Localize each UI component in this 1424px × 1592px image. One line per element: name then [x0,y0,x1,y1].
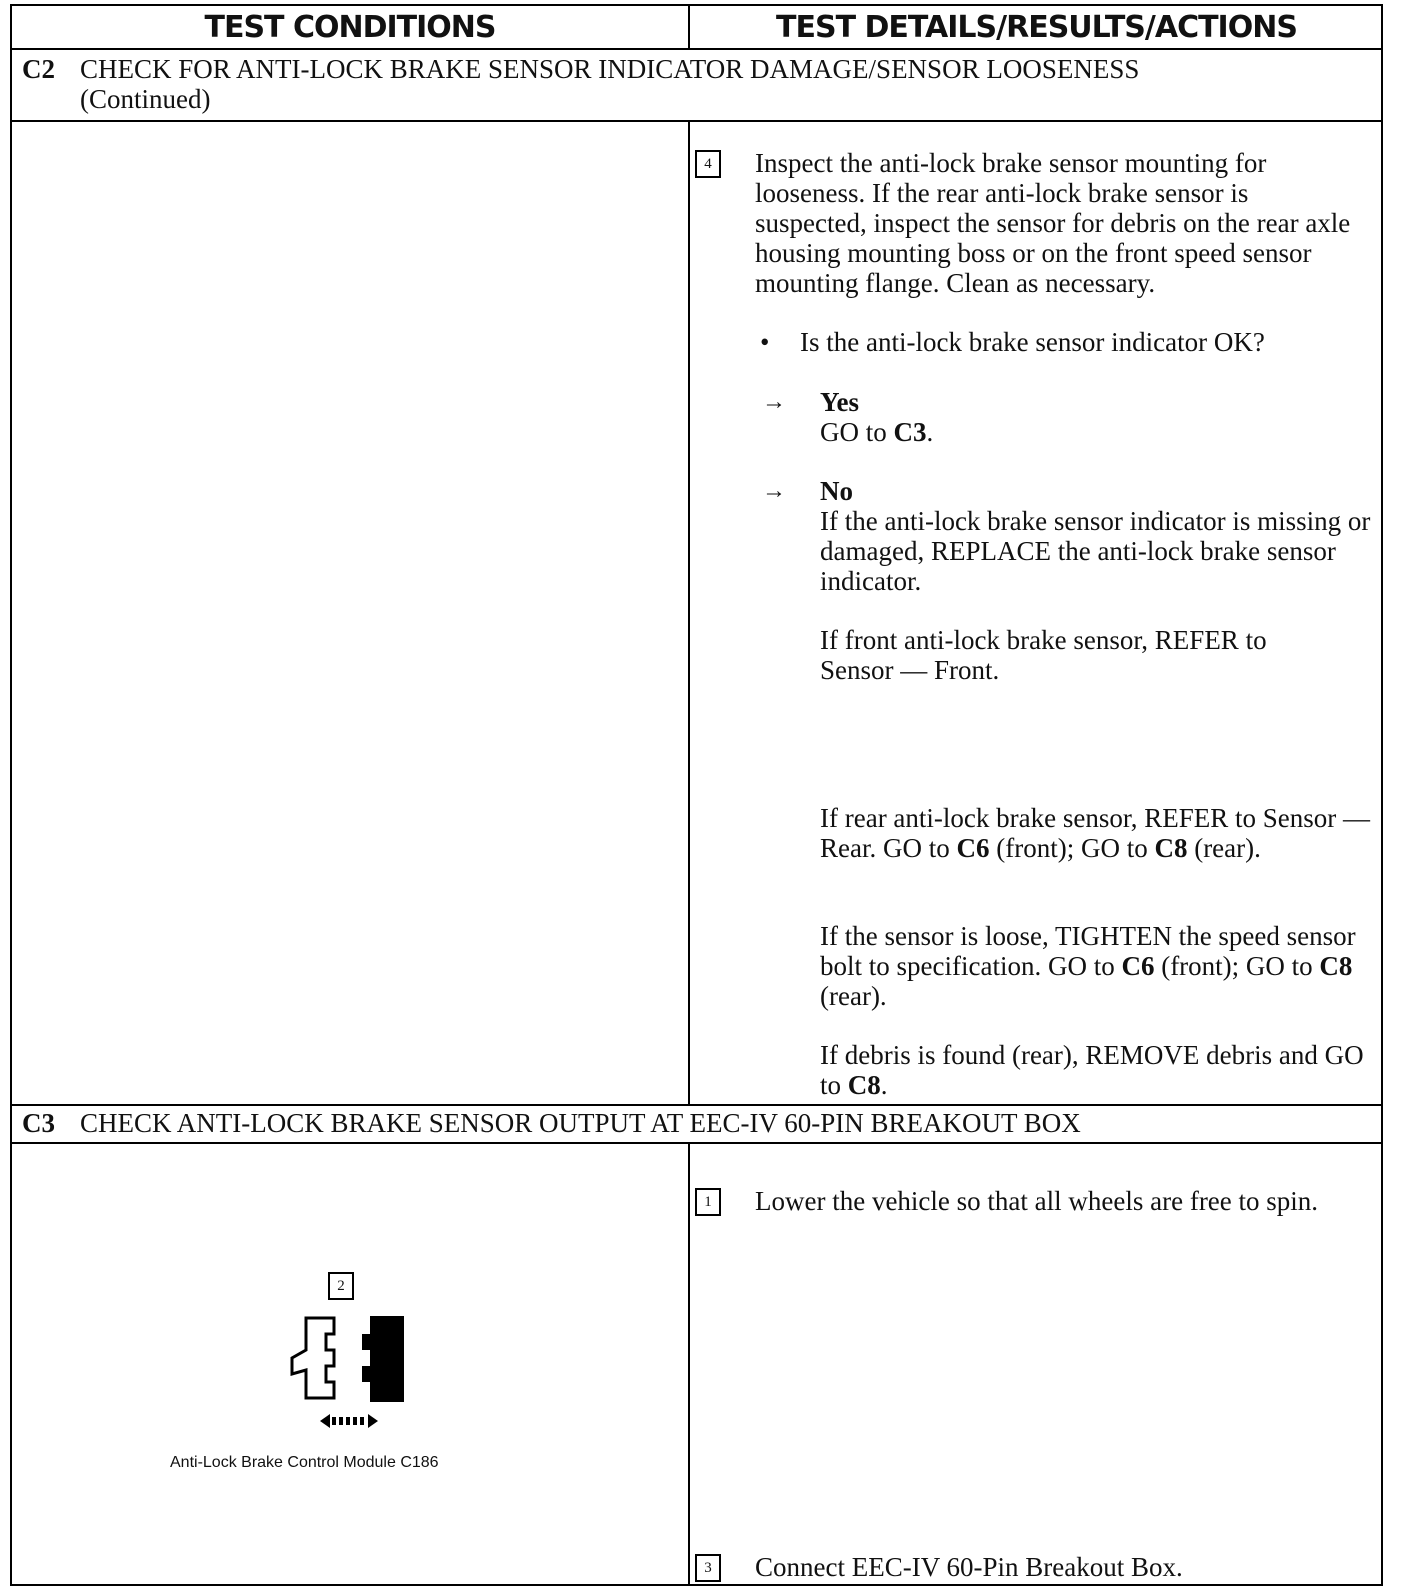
c3-step-1 [695,1186,1375,1216]
c2-column-divider [688,120,690,1104]
step-number-box: 3 [695,1554,721,1582]
c2-no-para-4: If the sensor is loose, TIGHTEN the speed sensor bolt to specification. GO to C6 (front); GO to C8 (rear). [820,921,1356,1011]
yes-label: Yes [820,387,859,417]
c2-step-4-text: Inspect the anti-lock brake sensor mounting for looseness. If the rear anti-lock brake sensor is suspected, inspect the sensor for debris on the rear axle housing mounting boss or on the front speed sensor mounting flange. Clean as necessary. [755,148,1351,298]
c2-step-4 [695,148,1375,298]
section-c2-title [22,54,1139,114]
bullet-icon: • [760,327,770,357]
no-label: No [820,476,853,506]
connector-left-icon [292,1318,334,1398]
c2-no-para-2: If front anti-lock brake sensor, REFER to Sensor — Front. [820,625,1267,685]
header-test-details: TEST DETAILS/RESULTS/ACTIONS [776,9,1297,45]
section-c3-id: C3 [22,1108,55,1138]
test-table [10,4,1383,1586]
header-rule [12,48,1381,50]
c3-title-rule [12,1142,1381,1144]
c3-step-3 [695,1552,1375,1582]
c2-question-text: Is the anti-lock brake sensor indicator OK? [800,327,1265,357]
c2-no-para-1: If the anti-lock brake sensor indicator is missing or damaged, REPLACE the anti-lock brake sensor indicator. [820,506,1371,596]
header-test-conditions: TEST CONDITIONS [204,9,496,45]
c2-no-content [820,476,853,506]
section-c2-title-line2: (Continued) [80,84,211,114]
c2-no-para-5: If debris is found (rear), REMOVE debris and GO to C8. [820,1040,1364,1100]
figure-caption: Anti-Lock Brake Control Module C186 [170,1454,439,1471]
disconnect-arrow-icon [320,1414,378,1428]
arrow-right-icon: → [762,389,786,415]
c2-yes-branch [762,387,933,447]
c2-section-rule [12,1104,1381,1106]
step-number-box: 1 [695,1188,721,1216]
section-c2-id: C2 [22,54,55,84]
section-c3-title-text: CHECK ANTI-LOCK BRAKE SENSOR OUTPUT AT EEC-IV 60-PIN BREAKOUT BOX [80,1108,1081,1138]
section-c2-title-line1: CHECK FOR ANTI-LOCK BRAKE SENSOR INDICATOR DAMAGE/SENSOR LOOSENESS [80,54,1140,84]
figure-step-box: 2 [328,1272,354,1300]
c3-step-1-text: Lower the vehicle so that all wheels are free to spin. [755,1186,1319,1216]
c3-column-divider [688,1142,690,1586]
section-c3-title [22,1108,1081,1138]
c2-yes-content [820,387,933,447]
c3-step-3-text: Connect EEC-IV 60-Pin Breakout Box. [755,1552,1183,1582]
arrow-right-icon: → [762,478,786,504]
c2-no-para-3: If rear anti-lock brake sensor, REFER to Sensor — Rear. GO to C6 (front); GO to C8 (rear). [820,803,1371,863]
connector-right-icon [362,1316,404,1402]
connector-figure [274,1306,404,1436]
header-divider [688,6,690,48]
c2-title-rule [12,120,1381,122]
c2-no-branch [762,476,853,506]
c2-question [760,327,1265,357]
yes-action: GO to C3. [820,417,934,447]
step-number-box: 4 [695,150,721,178]
section-c2-title-text [80,54,1139,114]
